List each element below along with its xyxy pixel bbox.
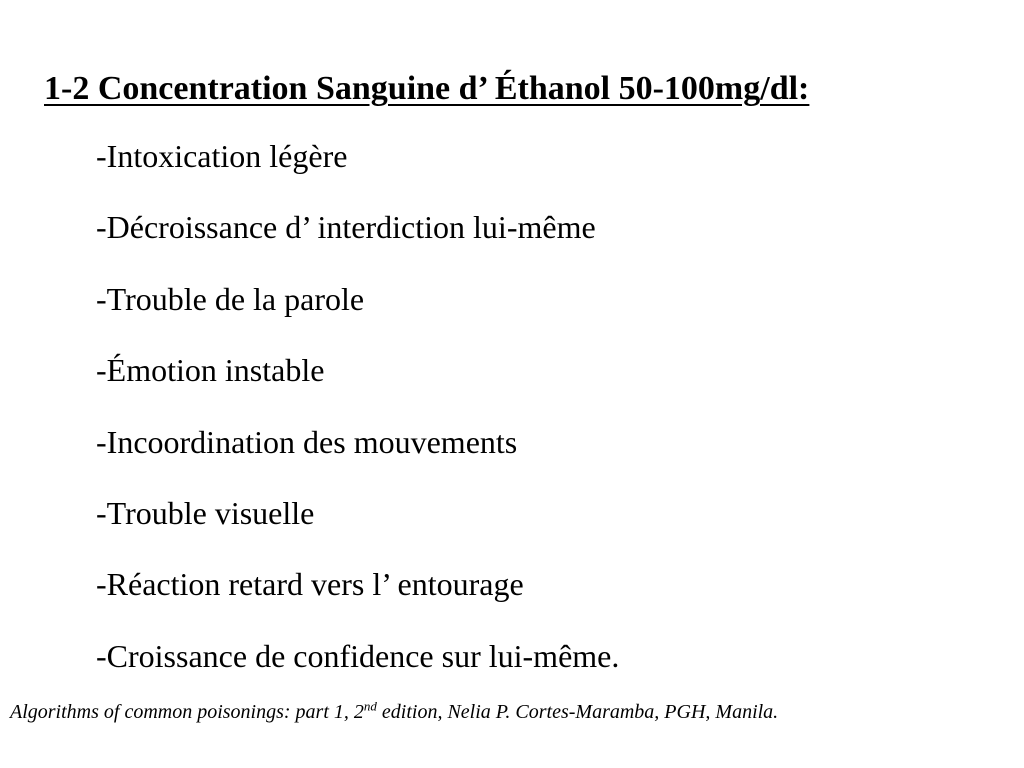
citation-text-end: edition, Nelia P. Cortes-Maramba, PGH, Manila.: [376, 701, 779, 723]
symptom-item: -Trouble visuelle: [96, 494, 315, 531]
symptom-list: [96, 134, 619, 705]
slide-title: 1-2 Concentration Sanguine d’ Éthanol 50-100mg/dl:: [44, 70, 810, 107]
citation: [10, 698, 778, 726]
symptom-item: -Intoxication légère: [96, 138, 348, 174]
symptom-item: -Trouble de la parole: [96, 280, 365, 317]
symptom-item: -Réaction retard vers l’ entourage: [96, 566, 524, 603]
symptom-item: -Émotion instable: [96, 352, 325, 389]
symptom-item: -Décroissance d’ interdiction lui-même: [96, 209, 596, 246]
citation-text: Algorithms of common poisonings: part 1, 2: [10, 701, 364, 723]
citation-superscript: nd: [363, 698, 377, 714]
symptom-item: -Incoordination des mouvements: [96, 423, 518, 460]
symptom-item: -Croissance de confidence sur lui-même.: [96, 637, 620, 674]
